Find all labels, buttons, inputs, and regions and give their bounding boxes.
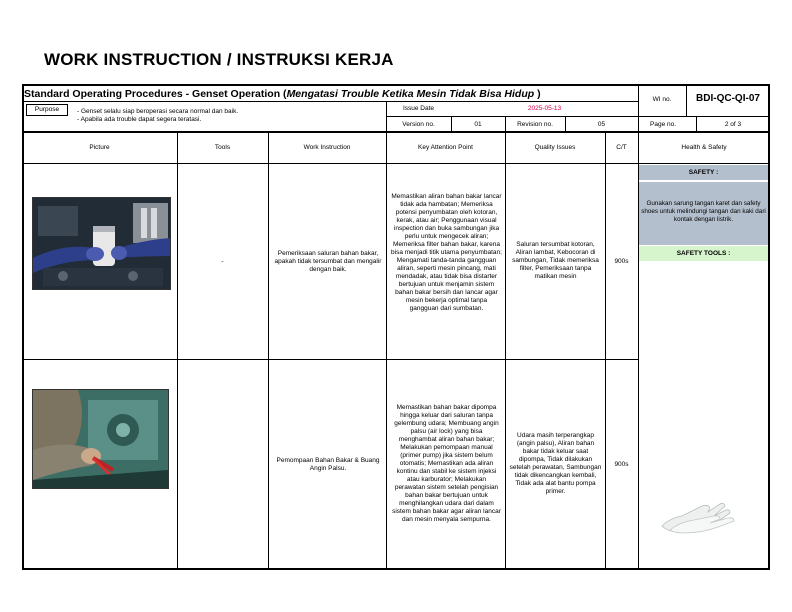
- purpose-line-2: - Apabila ada trouble dapat segera teratasi.: [77, 116, 202, 123]
- row2-quality-issues: Udara masih terperangkap (angin palsu), Aliran bahan bakar tidak keluar saat dipompa, Tidak dilakukan setelah perawatan, Sambungan tidak dikencangkan kembali, Tidak ada alat bantu pompa primer.: [509, 432, 602, 495]
- safety-label: SAFETY :: [688, 169, 719, 176]
- revision-value: 05: [597, 121, 606, 128]
- row2-work-instruction: Pemompaan Bahan Bakar & Buang Angin Palsu.: [276, 457, 380, 472]
- page-title: WORK INSTRUCTION / INSTRUKSI KERJA: [44, 50, 394, 69]
- safety-text: Gunakan sarung tangan karet dan safety shoes untuk melindungi tangan dan kaki dari kontak dengan listrik.: [641, 200, 766, 223]
- col-ct: C/T: [616, 144, 627, 151]
- col-key-attention: Key Attention Point: [418, 144, 473, 151]
- col-health-safety: Health & Safety: [681, 144, 727, 151]
- row2-key-attention: Memastikan bahan bakar dipompa hingga keluar dari saluran tanpa gelembung udara; Membuang angin palsu (air lock) yang bisa menghambat aliran bahan bakar; Melakukan pemompaan manual (primer pump) jika sistem belum otomatis; Memastikan ada aliran kontinu dan stabil ke sistem injeksi atau karburator; Melakukan perawatan sistem setelah pengisian bahan bakar bertujuan untuk menghilangkan udara dari dalam sistem bahan bakar agar aliran lancar dan mesin menyala sempurna.: [392, 404, 501, 523]
- row1-tools: -: [221, 258, 224, 265]
- rule: [22, 101, 638, 102]
- purpose-line-1: - Genset selalu siap beroperasi secara normal dan baik.: [77, 108, 239, 115]
- row2-ct: 900s: [614, 461, 629, 468]
- row1-ct: 900s: [614, 258, 629, 265]
- safety-tools-label: SAFETY TOOLS :: [676, 250, 731, 257]
- wi-label: WI no.: [652, 96, 672, 103]
- gloves-image: [660, 496, 740, 534]
- sop-title: Standard Operating Procedures - Genset Operation (Mengatasi Trouble Ketika Mesin Tidak Bisa Hidup ): [24, 88, 541, 100]
- col-work-instruction: Work Instruction: [303, 144, 351, 151]
- issue-date-value: 2025-05-13: [527, 105, 562, 112]
- rule: [22, 131, 770, 133]
- version-label: Version no.: [402, 121, 435, 128]
- issue-date-label: Issue Date: [402, 105, 435, 112]
- rule: [386, 116, 770, 117]
- row1-work-instruction: Pemeriksaan saluran bahan bakar, apakah tidak tersumbat dan mengalir dengan baik.: [274, 250, 382, 273]
- col-picture: Picture: [89, 144, 110, 151]
- wi-number: BDI-QC-QI-07: [696, 93, 760, 104]
- purpose-label: Purpose: [26, 104, 68, 116]
- row1-quality-issues: Saluran tersumbat kotoran, Aliran lambat, Kebocoran di sambungan, Tidak memeriksa filter, Pemeriksaan tanpa matikan mesin: [512, 241, 599, 280]
- col-quality-issues: Quality Issues: [534, 144, 576, 151]
- page-label: Page no.: [650, 121, 677, 128]
- page-value: 2 of 3: [724, 121, 742, 128]
- col-tools: Tools: [214, 144, 231, 151]
- row1-key-attention: Memastikan aliran bahan bakar lancar tidak ada hambatan; Memeriksa potensi penyumbatan oleh kotoran, kerak, atau air; Penggunaan visual inspection dan buka sambungan jika perlu untuk mengecek aliran; Memeriksa filter bahan bakar, karena bisa menjadi titik utama penyumbatan; Mengamati tanda-tanda gangguan aliran, seperti mesin pincang, mati mendadak, atau tidak bisa distarter bertujuan untuk menjamin sistem bahan bakar bersih dan lancar agar mesin bekerja optimal tanpa gangguan dari sumbatan.: [391, 193, 502, 312]
- rule: [22, 359, 638, 360]
- engine-photo-2: [32, 389, 169, 489]
- rule: [22, 163, 770, 164]
- engine-photo-1: [32, 197, 171, 290]
- revision-label: Revision no.: [517, 121, 553, 128]
- version-value: 01: [474, 121, 482, 128]
